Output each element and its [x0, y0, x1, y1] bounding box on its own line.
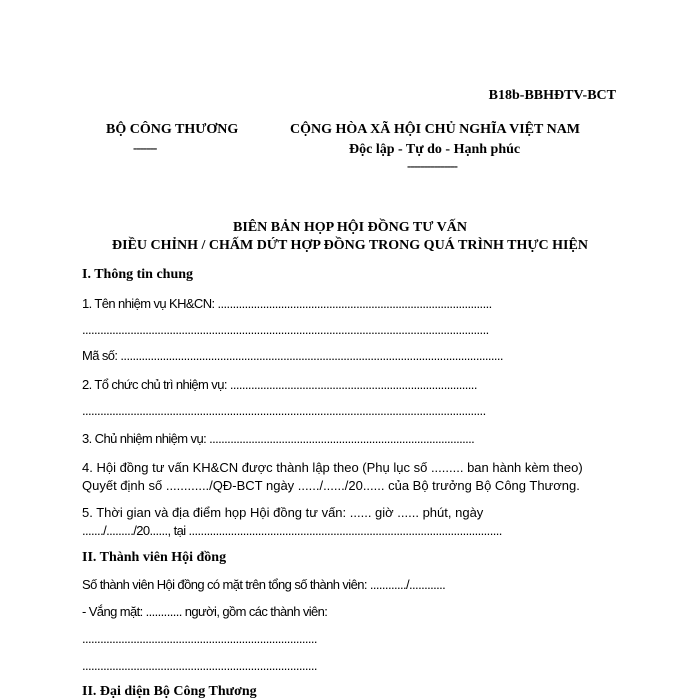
task-leader-field: 3. Chủ nhiệm nhiệm vụ: ........................................................................................ — [82, 431, 475, 446]
document-subtitle: ĐIỀU CHỈNH / CHẤM DỨT HỢP ĐỒNG TRONG QUÁ TRÌNH THỰC HIỆN — [112, 238, 588, 253]
council-establishment-line2: Quyết định số ............/QĐ-BCT ngày ....../....../20...... của Bộ trưởng Bộ Công Thương. — [82, 478, 580, 493]
absent-members-line1: .............................................................................. — [82, 631, 317, 646]
document-title: BIÊN BẢN HỌP HỘI ĐỒNG TƯ VẤN — [233, 220, 467, 235]
form-code: B18b-BBHĐTV-BCT — [488, 88, 616, 103]
meeting-time-line2: ......./........./20......, tại ........................................................................................................ — [82, 523, 502, 538]
task-name-continuation: ....................................................................................................................................... — [82, 322, 489, 337]
ministry-name: BỘ CÔNG THƯƠNG — [106, 122, 239, 137]
country-name: CỘNG HÒA XÃ HỘI CHỦ NGHĨA VIỆT NAM — [290, 122, 581, 137]
section-members-heading: II. Thành viên Hội đồng — [82, 550, 227, 565]
members-absent-field: - Vắng mặt: ............ người, gồm các thành viên: — [82, 604, 328, 619]
council-establishment-line1: 4. Hội đồng tư vấn KH&CN được thành lập theo (Phụ lục số ......... ban hành kèm theo) — [82, 460, 583, 475]
meeting-time-line1: 5. Thời gian và địa điểm họp Hội đồng tư vấn: ...... giờ ...... phút, ngày — [82, 505, 484, 520]
absent-members-line2: .............................................................................. — [82, 658, 317, 673]
host-organization-field: 2. Tổ chức chủ trì nhiệm vụ: .................................................................................. — [82, 377, 477, 392]
national-motto: Độc lập - Tự do - Hạnh phúc — [349, 142, 521, 157]
section-ministry-representative-heading: II. Đại diện Bộ Công Thương — [82, 684, 257, 699]
motto-underline: --------------- — [407, 158, 457, 173]
task-name-field: 1. Tên nhiệm vụ KH&CN: ........................................................................................... — [82, 296, 492, 311]
host-organization-continuation: ...................................................................................................................................... — [82, 403, 486, 418]
ministry-underline: ------- — [133, 140, 157, 155]
section-general-info-heading: I. Thông tin chung — [82, 267, 194, 282]
members-present-field: Số thành viên Hội đồng có mặt trên tổng số thành viên: ............/............ — [82, 577, 446, 592]
task-code-field: Mã số: ............................................................................................................................... — [82, 348, 503, 363]
